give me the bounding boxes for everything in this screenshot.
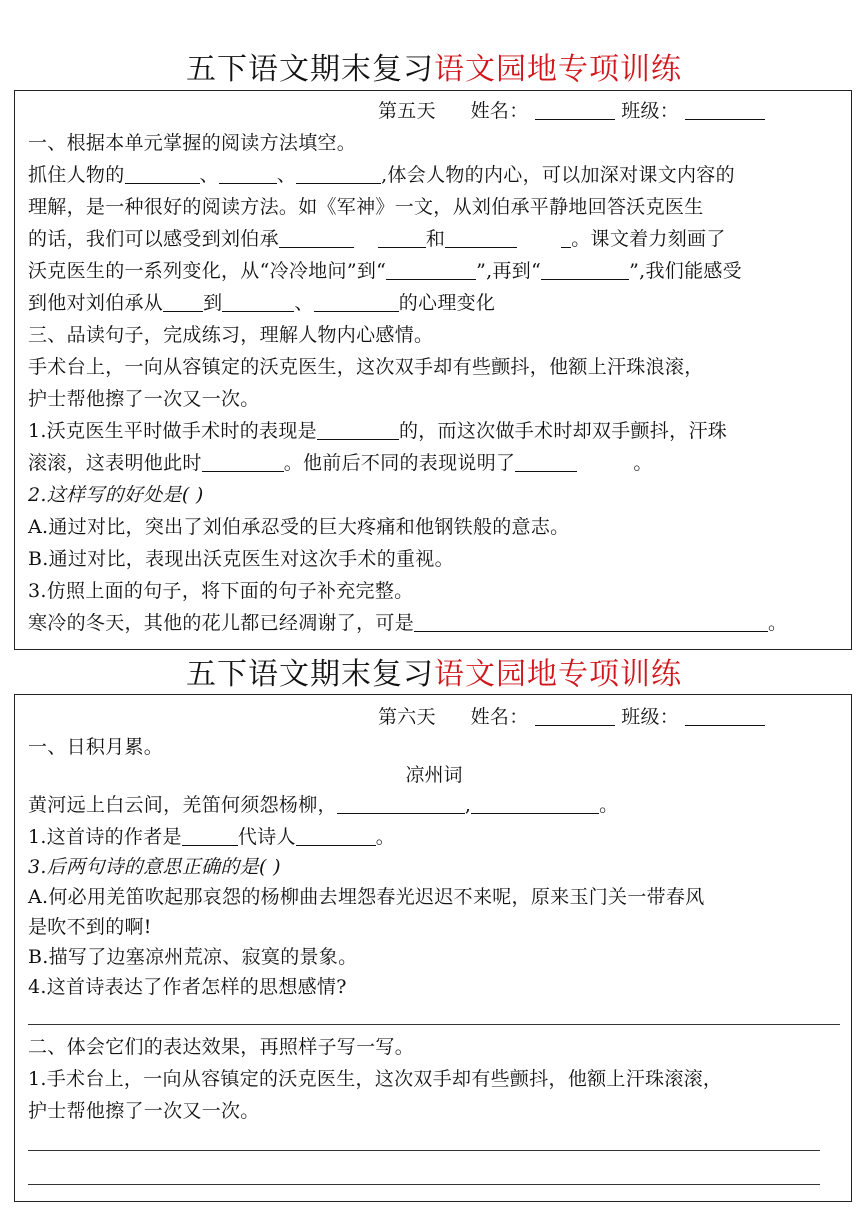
section-heading: 一、根据本单元掌握的阅读方法填空。: [28, 132, 357, 154]
section-heading: 一、日积月累。: [28, 736, 164, 758]
option-b: B.通过对比，表现出沃克医生对这次手术的重视。: [28, 548, 454, 570]
passage-line: 护士帮他擦了一次又一次。: [28, 388, 260, 410]
answer-blank[interactable]: [561, 225, 571, 248]
answer-blank[interactable]: [182, 823, 238, 846]
answer-blank[interactable]: [337, 791, 465, 814]
class-label: 班级：: [621, 100, 680, 122]
poem-title: 凉州词: [405, 764, 463, 786]
answer-blank[interactable]: [125, 161, 200, 184]
passage-line: 手术台上，一向从容镇定的沃克医生，这次双手却有些颤抖，他额上汗珠浪滚，: [28, 356, 704, 378]
question-line: 3.后两句诗的意思正确的是( ): [28, 856, 281, 878]
answer-line[interactable]: [28, 1150, 820, 1151]
section-heading: 三、品读句子，完成练习，理解人物内心感情。: [28, 324, 434, 346]
question-line: 4.这首诗表达了作者怎样的思想感情?: [28, 976, 347, 998]
sheet2-header: [378, 702, 765, 732]
text-line: 理解，是一种很好的阅读方法。如《军神》一文，从刘伯承平静地回答沃克医生: [28, 196, 704, 218]
answer-blank[interactable]: [314, 289, 399, 312]
answer-blank[interactable]: [471, 791, 599, 814]
answer-blank[interactable]: [219, 161, 277, 184]
answer-blank[interactable]: [296, 823, 376, 846]
fill-line: 1.沃克医生平时做手术时的表现是 的，而这次做手术时却双手颤抖，汗珠: [28, 416, 727, 446]
name-field[interactable]: [535, 703, 615, 726]
option-a: A.通过对比，突出了刘伯承忍受的巨大疼痛和他钢铁般的意志。: [28, 516, 570, 538]
fill-line: 1.这首诗的作者是 代诗人 。: [28, 822, 395, 852]
answer-blank[interactable]: [386, 257, 476, 280]
answer-line[interactable]: [28, 1024, 840, 1025]
answer-blank[interactable]: [515, 449, 577, 472]
fill-line: 滚滚，这表明他此时 。他前后不同的表现说明了 。: [28, 448, 653, 478]
option-a: A.何必用羌笛吹起那哀怨的杨柳曲去埋怨春光迟迟不来呢，原来玉门关一带春风: [28, 886, 705, 908]
answer-line[interactable]: [28, 1184, 820, 1185]
answer-blank[interactable]: [414, 609, 768, 632]
fill-line: 抓住人物的 、 、 ,体会人物的内心，可以加深对课文内容的: [28, 160, 735, 190]
question-line: 2.这样写的好处是( ): [28, 484, 204, 506]
section-heading: 二、体会它们的表达效果，再照样子写一写。: [28, 1036, 415, 1058]
answer-blank[interactable]: [445, 225, 517, 248]
sheet1-title: 五下语文期末复习语文园地专项训练: [186, 52, 682, 87]
question-line: 3.仿照上面的句子，将下面的句子补充完整。: [28, 580, 414, 602]
fill-line: 沃克医生的一系列变化，从“冷冷地问”到“ ”,再到“ ”,我们能感受: [28, 256, 742, 286]
sheet1-header: [378, 96, 765, 126]
class-field[interactable]: [685, 703, 765, 726]
fill-line: 寒冷的冬天，其他的花儿都已经凋谢了，可是 。: [28, 608, 787, 638]
answer-blank[interactable]: [202, 449, 284, 472]
answer-blank[interactable]: [163, 289, 203, 312]
answer-blank[interactable]: [378, 225, 426, 248]
name-label: 姓名：: [470, 706, 529, 728]
day-label: 第五天: [378, 100, 436, 122]
name-field[interactable]: [535, 97, 615, 120]
class-field[interactable]: [685, 97, 765, 120]
day-label: 第六天: [378, 706, 436, 728]
answer-blank[interactable]: [317, 417, 399, 440]
class-label: 班级：: [621, 706, 680, 728]
answer-blank[interactable]: [222, 289, 294, 312]
example-line: 1.手术台上，一向从容镇定的沃克医生，这次双手却有些颤抖，他额上汗珠滚滚，: [28, 1068, 723, 1090]
fill-line: 到他对刘伯承从 到 、 的心理变化: [28, 288, 495, 318]
fill-line: 黄河远上白云间，羌笛何须怨杨柳， , 。: [28, 790, 618, 820]
example-line: 护士帮他擦了一次又一次。: [28, 1100, 260, 1122]
answer-blank[interactable]: [279, 225, 354, 248]
option-a-cont: 是吹不到的啊!: [28, 916, 152, 938]
name-label: 姓名：: [470, 100, 529, 122]
answer-blank[interactable]: [296, 161, 381, 184]
sheet2-title: 五下语文期末复习语文园地专项训练: [186, 657, 682, 692]
fill-line: 的话，我们可以感受到刘伯承 和 。课文着力刻画了: [28, 224, 726, 254]
option-b: B.描写了边塞凉州荒凉、寂寞的景象。: [28, 946, 358, 968]
answer-blank[interactable]: [541, 257, 629, 280]
